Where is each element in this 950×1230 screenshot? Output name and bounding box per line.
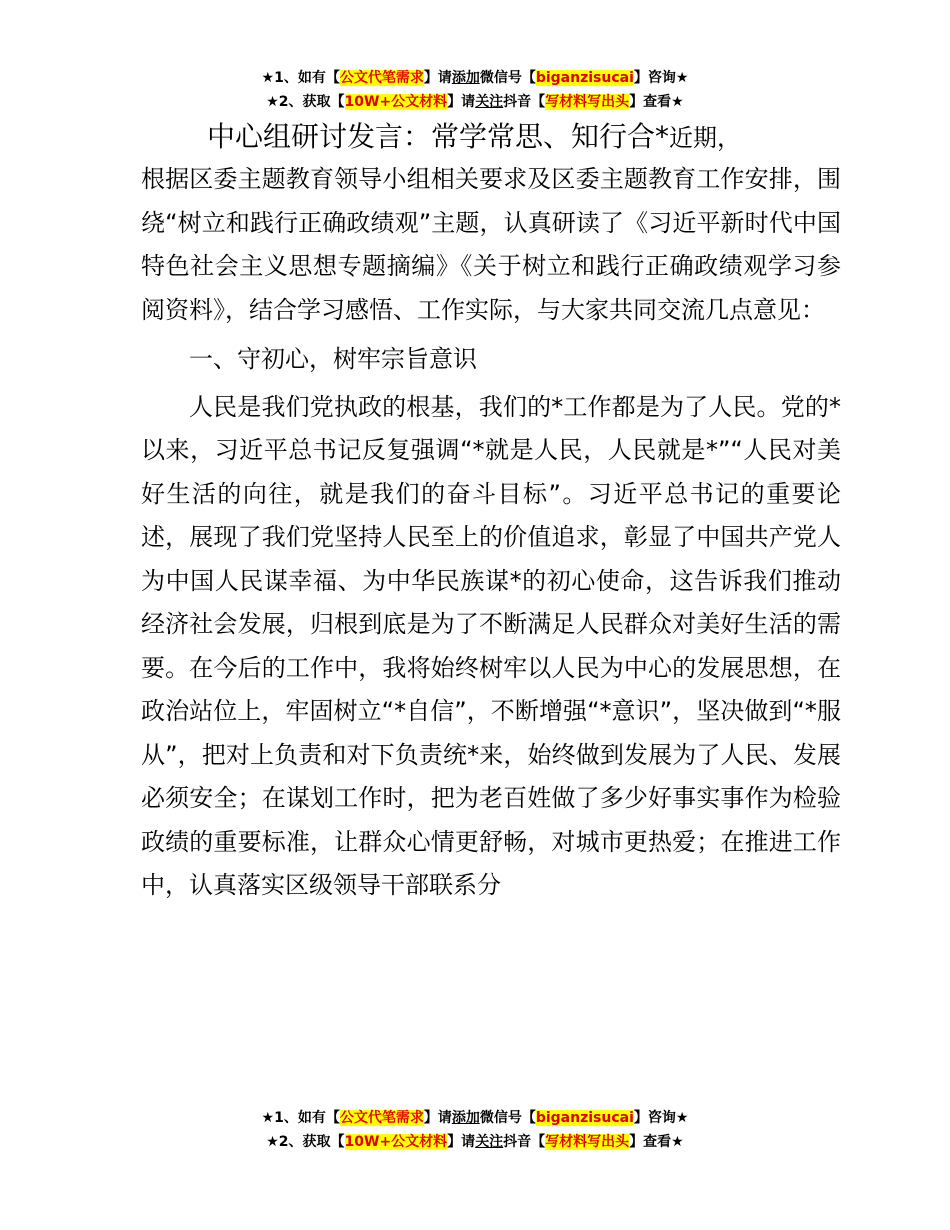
section-body: 人民是我们党执政的根基，我们的*工作都是为了人民。党的*以来，习近平总书记反复强调“*就是人民，人民就是*”“人民对美好生活的向往，就是我们的奋斗目标”。习近平总书记的重要论述，展现了我们党坚持人民至上的价值追求，彰显了中国共产党人为中国人民谋幸福、为中华民族谋*的初心使命，这告诉我们推动经济社会发展，归根到底是为了不断满足人民群众对美好生活的需要。在今后的工作中，我将始终树牢以人民为中心的发展思想，在政治站位上，牢固树立“*自信”，不断增强“*意识”，坚决做到“*服从”，把对上负责和对下负责统*来，始终做到发展为了人民、发展必须安全；在谋划工作时，把为老百姓做了多少好事实事作为检验政绩的重要标准，让群众心情更舒畅，对城市更热爱；在推进工作中，认真落实区级领导干部联系分 bbox=[141, 392, 841, 899]
intro-paragraph: 根据区委主题教育领导小组相关要求及区委主题教育工作安排，围绕“树立和践行正确政绩观”主题，认真研读了《习近平新时代中国特色社会主义思想专题摘编》《关于树立和践行正确政绩观学习参阅资料》，结合学习感悟、工作实际，与大家共同交流几点意见： bbox=[141, 165, 841, 324]
banner-text: 】查看★ bbox=[629, 1134, 684, 1150]
banner-highlight: 10W+公文材料 bbox=[344, 94, 448, 110]
banner-underlined: 关注 bbox=[475, 94, 504, 110]
intro-start: 近期， bbox=[669, 124, 742, 152]
banner-text: ★1、如有【 bbox=[261, 1110, 340, 1126]
document-title: 中心组研讨发言：常学常思、知行合* bbox=[207, 120, 670, 153]
banner-highlight: 写材料写出头 bbox=[545, 1134, 630, 1150]
banner-underlined: 添加 bbox=[451, 1110, 480, 1126]
banner-text: 】查看★ bbox=[629, 94, 684, 110]
banner-text: 抖音【 bbox=[503, 94, 546, 110]
bottom-banner bbox=[0, 1106, 950, 1154]
top-banner bbox=[0, 66, 950, 114]
banner-text: 】咨询★ bbox=[633, 1110, 689, 1126]
banner-text: ★1、如有【 bbox=[261, 70, 340, 86]
banner-line-2 bbox=[0, 1130, 950, 1154]
banner-highlight: biganzisucai bbox=[535, 70, 634, 86]
banner-text: 】请 bbox=[423, 1110, 452, 1126]
banner-text: 抖音【 bbox=[503, 1134, 546, 1150]
banner-highlight: 10W+公文材料 bbox=[344, 1134, 448, 1150]
banner-text: 】请 bbox=[447, 94, 476, 110]
title-line bbox=[141, 117, 841, 158]
section-heading: 一、守初心，树牢宗旨意识 bbox=[189, 345, 477, 373]
banner-text: 】请 bbox=[447, 1134, 476, 1150]
document-body bbox=[141, 117, 841, 908]
banner-line-1 bbox=[0, 1106, 950, 1130]
banner-text: ★2、获取【 bbox=[266, 1134, 345, 1150]
banner-highlight: 公文代笔需求 bbox=[339, 1110, 424, 1126]
banner-highlight: biganzisucai bbox=[535, 1110, 634, 1126]
banner-underlined: 添加 bbox=[451, 70, 480, 86]
banner-line-1 bbox=[0, 66, 950, 90]
banner-highlight: 写材料写出头 bbox=[545, 94, 630, 110]
banner-text: 微信号【 bbox=[479, 70, 536, 86]
banner-text: 】请 bbox=[423, 70, 452, 86]
banner-text: 】咨询★ bbox=[633, 70, 689, 86]
banner-underlined: 关注 bbox=[475, 1134, 504, 1150]
banner-highlight: 公文代笔需求 bbox=[339, 70, 424, 86]
banner-text: 微信号【 bbox=[479, 1110, 536, 1126]
banner-line-2 bbox=[0, 90, 950, 114]
banner-text: ★2、获取【 bbox=[266, 94, 345, 110]
